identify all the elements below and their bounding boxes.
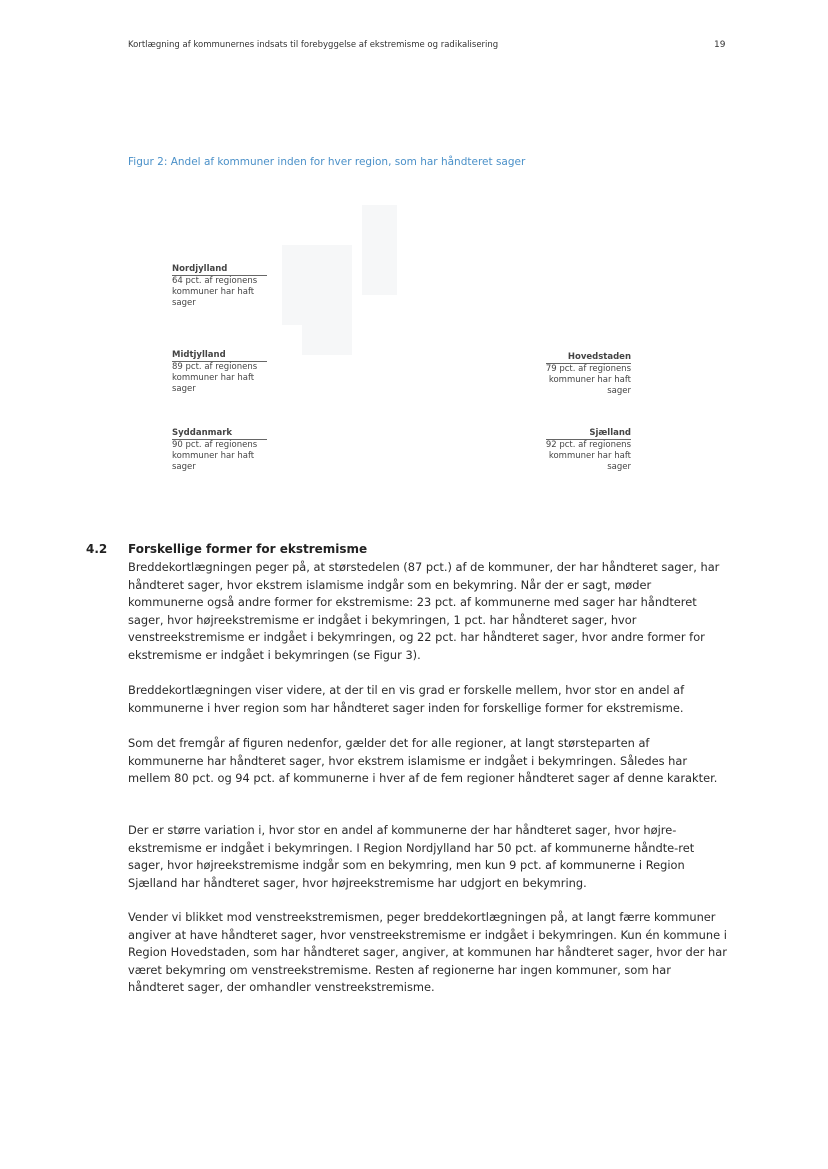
body-paragraph: Breddekortlægningen peger på, at størstedelen (87 pct.) af de kommuner, der har håndteret sager, har håndteret sager, hvor ekstrem islamisme indgår som en bekymring. Når der er sagt, møder kommunerne også andre former for ekstremisme: 23 pct. af kommunerne med sager har håndteret sager, hvor højreekstremisme er indgået i bekymringen, 1 pct. har håndteret sager, hvor venstreekstremisme er indgået i bekymringen, og 22 pct. har håndteret sager, hvor andre former for ekstremisme er indgået i bekymringen (se Figur 3). <box>128 560 720 662</box>
region-text-line: 90 pct. af regionens <box>172 440 258 450</box>
body-paragraph: Der er større variation i, hvor stor en andel af kommunerne der har håndteret sager, hvor højre-ekstremisme er indgået i bekymringen. I Region Nordjylland har 50 pct. af kommunerne håndte-ret sager, hvor højreekstremisme indgår som en bekymring, men kun 9 pct. af kommunerne i Region Sjælland har håndteret sager, hvor højreekstremisme har udgjort en bekymring. <box>128 823 695 890</box>
region-text-line: sager <box>172 462 196 472</box>
region-text-line: 79 pct. af regionens <box>545 364 631 374</box>
region-name: Midtjylland <box>172 350 267 362</box>
region-text-line: sager <box>172 384 196 394</box>
region-text-line: sager <box>607 386 631 396</box>
region-text-line: 89 pct. af regionens <box>172 362 258 372</box>
callout-syddanmark <box>172 428 267 473</box>
page-number: 19 <box>714 40 726 50</box>
region-name: Syddanmark <box>172 428 267 440</box>
region-text-line: sager <box>172 298 196 308</box>
region-text-line: kommuner har haft <box>548 451 631 461</box>
region-text-line: kommuner har haft <box>172 451 255 461</box>
figure-title: Figur 2: Andel af kommuner inden for hver region, som har håndteret sager <box>128 156 526 168</box>
body-paragraph: Som det fremgår af figuren nedenfor, gælder det for alle regioner, at langt størsteparten af kommunerne har håndteret sager, hvor ekstrem islamisme er indgået i bekymringen. Således har mellem 80 pct. og 94 pct. af kommunerne i hver af de fem regioner håndteret sager af denne karakter. <box>128 736 718 785</box>
region-name: Nordjylland <box>172 264 267 276</box>
callout-nordjylland <box>172 264 267 309</box>
region-text-line: sager <box>607 462 631 472</box>
region-text-line: 92 pct. af regionens <box>545 440 631 450</box>
region-name: Hovedstaden <box>567 352 631 362</box>
region-name: Sjælland <box>589 428 631 438</box>
callout-hovedstaden <box>536 352 631 397</box>
running-header: Kortlægning af kommunernes indsats til forebyggelse af ekstremisme og radikalisering <box>128 40 499 50</box>
region-text-line: kommuner har haft <box>172 373 255 383</box>
callout-midtjylland <box>172 350 267 395</box>
callout-sjaelland <box>536 428 631 473</box>
region-text-line: 64 pct. af regionens <box>172 276 258 286</box>
section-title: Forskellige former for ekstremisme <box>128 542 368 556</box>
region-text-line: kommuner har haft <box>548 375 631 385</box>
denmark-map-graphic <box>262 205 402 355</box>
body-paragraph: Vender vi blikket mod venstreekstremismen, peger breddekortlægningen på, at langt færre kommuner angiver at have håndteret sager, hvor venstreekstremisme er indgået i bekymringen. Kun én kommune i Region Hovedstaden, som har håndteret sager, angiver, at kommunen har håndteret sager, hvor der har været bekymring om venstreekstremisme. Resten af regionerne har ingen kommuner, som har håndteret sager, der omhandler venstreekstremisme. <box>128 910 727 994</box>
section-number: 4.2 <box>86 542 108 556</box>
body-paragraph: Breddekortlægningen viser videre, at der til en vis grad er forskelle mellem, hvor stor en andel af kommunerne i hver region som har håndteret sager inden for forskellige former for ekstremisme. <box>128 683 685 715</box>
region-text-line: kommuner har haft <box>172 287 255 297</box>
